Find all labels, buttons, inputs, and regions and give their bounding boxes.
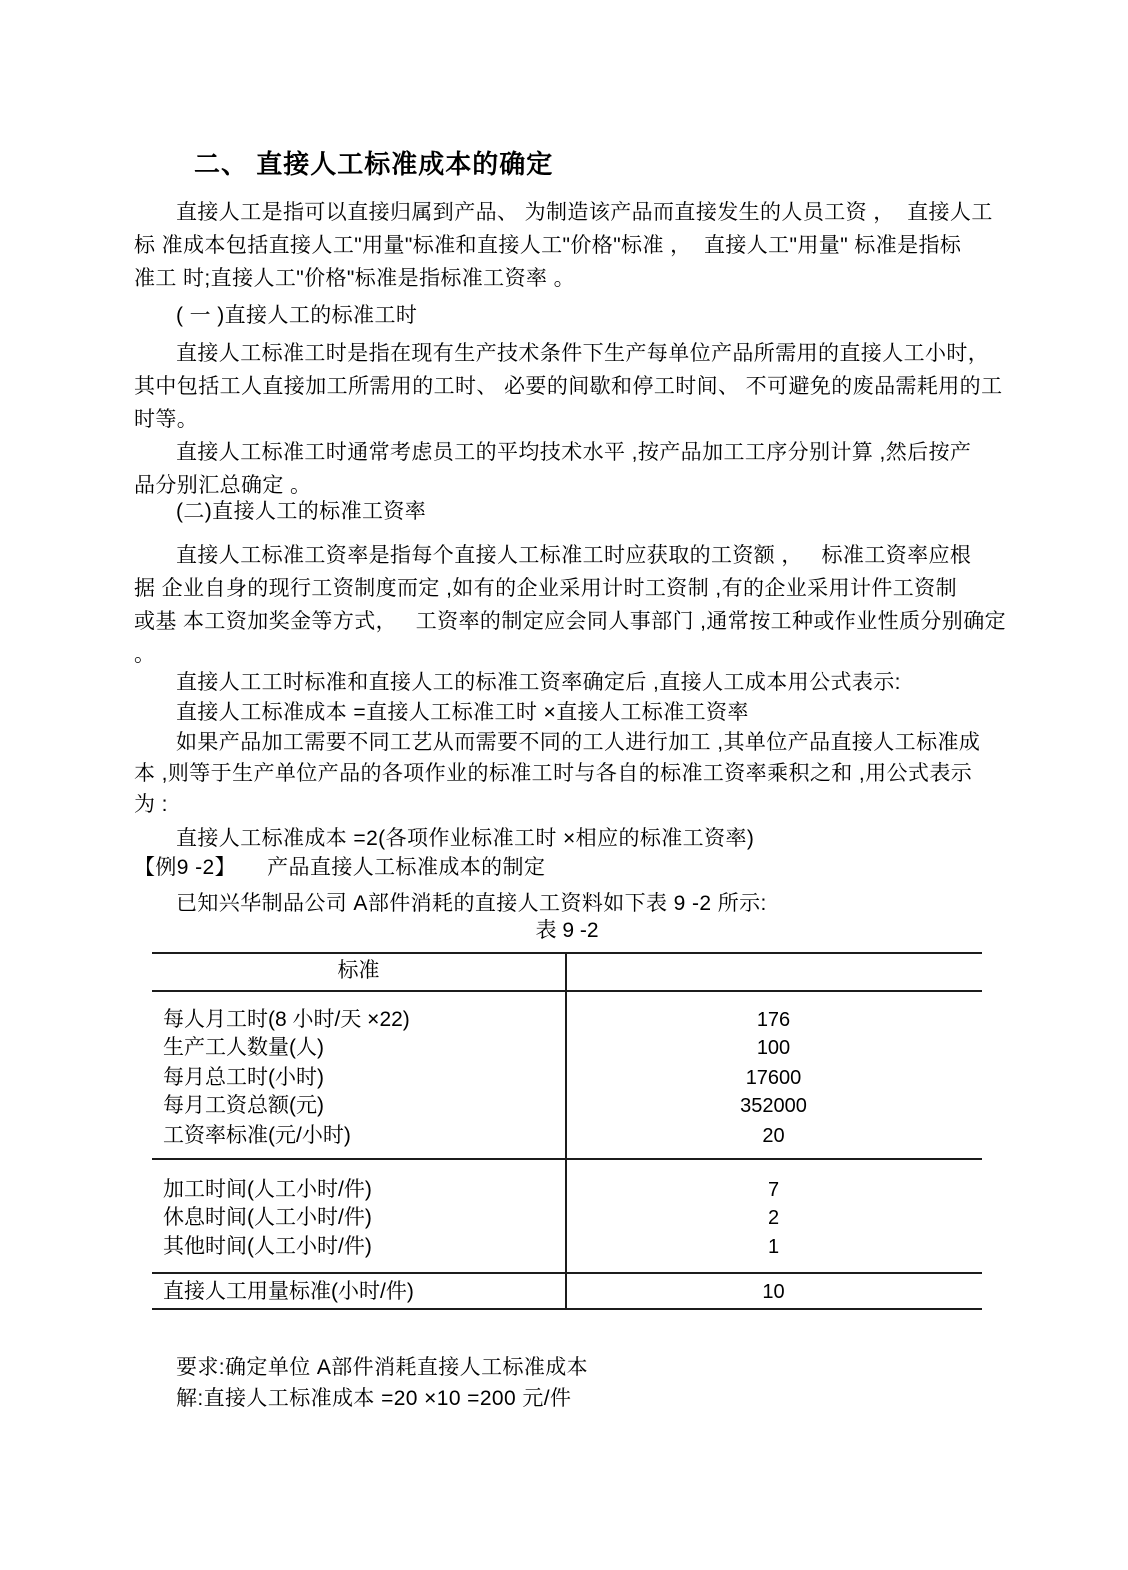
table-header-value-cell — [565, 957, 982, 985]
labor-data-table — [152, 952, 982, 1310]
table-row — [152, 1233, 982, 1261]
row-value: 20 — [762, 1125, 785, 1147]
doc-title: 二、 直接人工标准成本的确定 — [194, 149, 554, 179]
table-row — [152, 1204, 982, 1232]
section-heading-wage-rate — [134, 495, 1034, 528]
text-line: 标 准成本包括直接人工"用量"标准和直接人工"价格"标准 ， 直接人工"用量" 标准是指标 — [134, 234, 962, 257]
text-line: 品分别汇总确定 。 — [134, 474, 312, 497]
table-border-bottom — [152, 1308, 982, 1310]
table-caption: 表 9 -2 — [535, 919, 599, 942]
formula-unit-cost — [134, 696, 1034, 729]
text-line: 直接人工工时标准和直接人工的标准工资率确定后 ,直接人工成本用公式表示: — [176, 671, 901, 694]
text-line: 时等。 — [134, 408, 199, 431]
table-row — [152, 1034, 982, 1062]
paragraph-wage-definition — [134, 539, 1034, 671]
text-line: 或基 本工资加奖金等方式， 工资率的制定应会同人事部门 ,通常按工种或作业性质分别确定 — [134, 610, 1007, 633]
text-line: 已知兴华制品公司 A部件消耗的直接人工资料如下表 9 -2 所示: — [176, 892, 767, 915]
text-line: 解:直接人工标准成本 =20 ×10 =200 元/件 — [176, 1387, 572, 1410]
table-row — [152, 1122, 982, 1150]
row-value: 17600 — [745, 1067, 802, 1089]
table-header-row — [152, 957, 982, 985]
table-row — [152, 1278, 982, 1306]
row-value: 2 — [767, 1207, 780, 1229]
heading-line: (二)直接人工的标准工资率 — [176, 500, 427, 523]
row-value: 10 — [762, 1281, 785, 1303]
text-line: 直接人工是指可以直接归属到产品、 为制造该产品而直接发生的人员工资 ， 直接人工 — [176, 201, 993, 224]
table-header-cell: 标准 — [337, 959, 380, 982]
table-row — [152, 1064, 982, 1092]
requirement-line — [134, 1351, 1034, 1384]
paragraph-multi-process — [134, 727, 1034, 820]
text-line: 本 ,则等于生产单位产品的各项作业的标准工时与各自的标准工资率乘积之和 ,用公式表示 — [134, 762, 973, 785]
row-value: 352000 — [740, 1095, 807, 1117]
text-line: 如果产品加工需要不同工艺从而需要不同的工人进行加工 ,其单位产品直接人工标准成 — [176, 731, 981, 754]
table-border-top — [152, 952, 982, 954]
row-label: 每月工资总额(元) — [163, 1094, 324, 1117]
text-line: 直接人工标准工资率是指每个直接人工标准工时应获取的工资额 ， 标准工资率应根 — [176, 544, 972, 567]
row-value: 1 — [767, 1236, 780, 1258]
text-line: 其中包括工人直接加工所需用的工时、 必要的间歇和停工时间、 不可避免的废品需耗用的工 — [134, 375, 1003, 398]
text-line: 直接人工标准工时是指在现有生产技术条件下生产每单位产品所需用的直接人工小时， — [176, 342, 990, 365]
table-rule-group1 — [152, 1158, 982, 1160]
table-row — [152, 1006, 982, 1034]
example-label: 【例9 -2】 产品直接人工标准成本的制定 — [134, 856, 546, 879]
row-label: 生产工人数量(人) — [163, 1036, 324, 1059]
table-row — [152, 1092, 982, 1120]
section-heading-standard-hours — [134, 299, 1034, 332]
formula-line: 直接人工标准成本 =直接人工标准工时 ×直接人工标准工资率 — [176, 701, 749, 724]
table-rule-group2 — [152, 1272, 982, 1274]
row-label: 加工时间(人工小时/件) — [163, 1178, 372, 1201]
solution-line — [134, 1382, 1034, 1415]
paragraph-intro — [134, 196, 1034, 295]
row-label: 工资率标准(元/小时) — [163, 1124, 351, 1147]
row-value: 7 — [767, 1179, 780, 1201]
text-line: 为 : — [134, 793, 168, 816]
paragraph-formula-intro — [134, 666, 1034, 699]
row-label: 休息时间(人工小时/件) — [163, 1206, 372, 1229]
row-label: 每月总工时(小时) — [163, 1066, 324, 1089]
row-label: 直接人工用量标准(小时/件) — [163, 1280, 414, 1303]
heading-line: ( 一 )直接人工的标准工时 — [176, 304, 418, 327]
example-intro — [134, 887, 1034, 920]
table-rule-under-header — [152, 990, 982, 992]
row-label: 其他时间(人工小时/件) — [163, 1235, 372, 1258]
text-line: 据 企业自身的现行工资制度而定 ,如有的企业采用计时工资制 ,有的企业采用计件工资制 — [134, 577, 957, 600]
table-row — [152, 1176, 982, 1204]
row-label: 每人月工时(8 小时/天 ×22) — [163, 1008, 410, 1031]
row-value: 100 — [756, 1037, 791, 1059]
text-line: 准工 时;直接人工"价格"标准是指标准工资率 。 — [134, 267, 576, 290]
text-line: 。 — [134, 643, 156, 666]
row-value: 176 — [756, 1009, 791, 1031]
text-line: 要求:确定单位 A部件消耗直接人工标准成本 — [176, 1356, 589, 1379]
text-line: 直接人工标准工时通常考虑员工的平均技术水平 ,按产品加工工序分别计算 ,然后按产 — [176, 441, 972, 464]
example-title — [134, 851, 1034, 884]
paragraph-hours-calculation — [134, 436, 1034, 502]
paragraph-hours-definition — [134, 337, 1034, 436]
formula-line: 直接人工标准成本 =2(各项作业标准工时 ×相应的标准工资率) — [176, 827, 755, 850]
